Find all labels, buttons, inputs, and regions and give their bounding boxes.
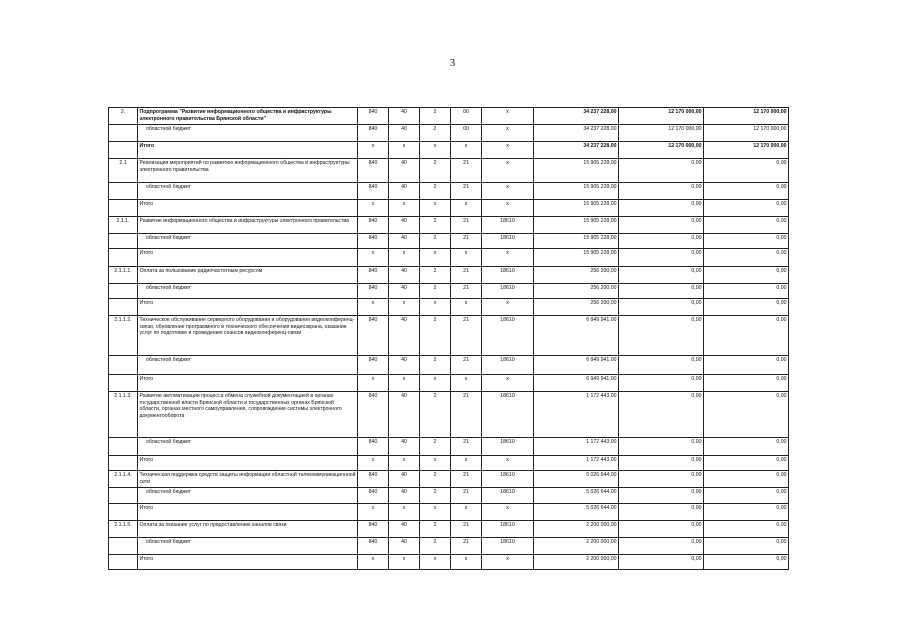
code-cell-5: х: [482, 108, 534, 125]
row-name-cell: Итого: [138, 142, 358, 159]
amount-cell-1: 6 949 941,00: [534, 375, 619, 392]
code-cell-3: х: [420, 249, 451, 267]
amount-cell-1: 15 905 228,00: [534, 249, 619, 267]
code-cell-2: 40: [389, 521, 420, 538]
amount-cell-3: 0,00: [704, 488, 789, 504]
table-row: [109, 267, 789, 284]
code-cell-3: 2: [420, 125, 451, 142]
amount-cell-2: 0,00: [619, 504, 704, 521]
row-number-cell: [109, 234, 138, 249]
amount-cell-1: 256 200,00: [534, 284, 619, 299]
row-number-cell: 2.1.1.2.: [109, 316, 138, 356]
amount-cell-3: 0,00: [704, 200, 789, 217]
code-cell-1: х: [358, 555, 389, 570]
code-cell-2: х: [389, 142, 420, 159]
code-cell-3: х: [420, 299, 451, 316]
row-number-cell: 2.1.1.4.: [109, 471, 138, 488]
code-cell-5: 18610: [482, 316, 534, 356]
row-name-cell: Итого: [138, 456, 358, 471]
row-number-cell: [109, 356, 138, 375]
amount-cell-2: 0,00: [619, 249, 704, 267]
row-name-cell: областной бюджет: [138, 183, 358, 200]
code-cell-3: х: [420, 375, 451, 392]
code-cell-1: 840: [358, 316, 389, 356]
code-cell-1: 840: [358, 538, 389, 555]
amount-cell-2: 0,00: [619, 159, 704, 183]
code-cell-1: 840: [358, 471, 389, 488]
code-cell-3: 2: [420, 471, 451, 488]
row-number-cell: [109, 299, 138, 316]
code-cell-2: 40: [389, 471, 420, 488]
table-row: [109, 316, 789, 356]
amount-cell-2: 12 170 000,00: [619, 108, 704, 125]
amount-cell-1: 15 905 228,00: [534, 200, 619, 217]
table-row: [109, 538, 789, 555]
code-cell-3: 2: [420, 267, 451, 284]
amount-cell-2: 0,00: [619, 438, 704, 456]
amount-cell-3: 12 170 000,00: [704, 142, 789, 159]
code-cell-2: 40: [389, 234, 420, 249]
row-name-cell: Техническое обслуживание серверного оборудования и оборудования видеоконференц-связи, обновление программного и технического обеспечения видеоэкрана, оказание услуг по подготовке и проведению сеансов видеоконференц-связи: [138, 316, 358, 356]
code-cell-1: 840: [358, 108, 389, 125]
code-cell-2: 40: [389, 438, 420, 456]
code-cell-5: 18610: [482, 267, 534, 284]
amount-cell-3: 0,00: [704, 456, 789, 471]
code-cell-1: 840: [358, 521, 389, 538]
code-cell-5: х: [482, 125, 534, 142]
code-cell-4: 21: [451, 538, 482, 555]
row-number-cell: [109, 504, 138, 521]
amount-cell-2: 0,00: [619, 375, 704, 392]
row-number-cell: [109, 555, 138, 570]
row-name-cell: Подпрограмма "Развитие информационного общества и инфраструктуры электронного правительства Брянской области": [138, 108, 358, 125]
amount-cell-1: 2 200 000,00: [534, 538, 619, 555]
code-cell-3: 2: [420, 217, 451, 234]
code-cell-4: 21: [451, 159, 482, 183]
row-number-cell: [109, 125, 138, 142]
code-cell-3: 2: [420, 356, 451, 375]
code-cell-1: 840: [358, 234, 389, 249]
code-cell-5: 18610: [482, 488, 534, 504]
code-cell-2: 40: [389, 392, 420, 438]
code-cell-3: х: [420, 142, 451, 159]
code-cell-3: 2: [420, 284, 451, 299]
row-name-cell: Итого: [138, 249, 358, 267]
amount-cell-1: 34 237 228,00: [534, 142, 619, 159]
code-cell-2: х: [389, 249, 420, 267]
code-cell-2: х: [389, 200, 420, 217]
code-cell-2: х: [389, 456, 420, 471]
amount-cell-1: 15 905 228,00: [534, 234, 619, 249]
code-cell-5: х: [482, 456, 534, 471]
code-cell-4: 21: [451, 438, 482, 456]
code-cell-2: 40: [389, 284, 420, 299]
amount-cell-2: 0,00: [619, 316, 704, 356]
code-cell-4: 00: [451, 108, 482, 125]
code-cell-2: 40: [389, 488, 420, 504]
table-row: [109, 249, 789, 267]
amount-cell-3: 0,00: [704, 234, 789, 249]
amount-cell-3: 0,00: [704, 159, 789, 183]
code-cell-3: 2: [420, 159, 451, 183]
code-cell-4: 00: [451, 125, 482, 142]
amount-cell-3: 0,00: [704, 392, 789, 438]
row-number-cell: [109, 538, 138, 555]
row-number-cell: [109, 488, 138, 504]
code-cell-5: х: [482, 159, 534, 183]
row-name-cell: Развитие информационного общества и инфраструктуры электронного правительства: [138, 217, 358, 234]
code-cell-4: 21: [451, 356, 482, 375]
amount-cell-1: 2 200 000,00: [534, 555, 619, 570]
table-row: [109, 488, 789, 504]
code-cell-1: 840: [358, 392, 389, 438]
code-cell-4: 21: [451, 316, 482, 356]
code-cell-4: х: [451, 249, 482, 267]
code-cell-2: 40: [389, 217, 420, 234]
budget-table: [108, 107, 789, 570]
amount-cell-1: 15 905 228,00: [534, 159, 619, 183]
code-cell-5: 18610: [482, 538, 534, 555]
amount-cell-2: 0,00: [619, 299, 704, 316]
code-cell-2: 40: [389, 183, 420, 200]
code-cell-1: х: [358, 299, 389, 316]
amount-cell-1: 5 026 644,00: [534, 471, 619, 488]
code-cell-5: х: [482, 375, 534, 392]
table-row: [109, 200, 789, 217]
amount-cell-2: 0,00: [619, 267, 704, 284]
amount-cell-3: 0,00: [704, 299, 789, 316]
amount-cell-3: 0,00: [704, 471, 789, 488]
code-cell-3: х: [420, 555, 451, 570]
table-row: [109, 108, 789, 125]
code-cell-5: 18610: [482, 471, 534, 488]
code-cell-1: 840: [358, 356, 389, 375]
row-name-cell: Итого: [138, 555, 358, 570]
amount-cell-1: 1 172 443,00: [534, 456, 619, 471]
amount-cell-3: 0,00: [704, 438, 789, 456]
row-name-cell: Итого: [138, 504, 358, 521]
table-row: [109, 392, 789, 438]
code-cell-5: 18610: [482, 392, 534, 438]
amount-cell-1: 256 200,00: [534, 299, 619, 316]
page-number: 3: [449, 57, 456, 69]
code-cell-1: 840: [358, 284, 389, 299]
row-name-cell: областной бюджет: [138, 538, 358, 555]
table-row: [109, 217, 789, 234]
table-row: [109, 456, 789, 471]
row-name-cell: Итого: [138, 299, 358, 316]
code-cell-4: х: [451, 299, 482, 316]
code-cell-5: 18610: [482, 438, 534, 456]
amount-cell-1: 1 172 443,00: [534, 438, 619, 456]
code-cell-2: х: [389, 504, 420, 521]
row-number-cell: [109, 142, 138, 159]
code-cell-4: 21: [451, 471, 482, 488]
code-cell-4: х: [451, 200, 482, 217]
code-cell-1: 840: [358, 125, 389, 142]
code-cell-3: 2: [420, 488, 451, 504]
code-cell-2: х: [389, 299, 420, 316]
code-cell-3: 2: [420, 521, 451, 538]
row-number-cell: [109, 284, 138, 299]
table-row: [109, 438, 789, 456]
row-number-cell: [109, 249, 138, 267]
table-row: [109, 125, 789, 142]
table-row: [109, 375, 789, 392]
table-row: [109, 299, 789, 316]
row-number-cell: 2.1.1.1.: [109, 267, 138, 284]
amount-cell-2: 0,00: [619, 521, 704, 538]
amount-cell-2: 0,00: [619, 392, 704, 438]
amount-cell-1: 256 200,00: [534, 267, 619, 284]
code-cell-3: х: [420, 456, 451, 471]
table-row: [109, 555, 789, 570]
code-cell-2: 40: [389, 125, 420, 142]
code-cell-2: х: [389, 375, 420, 392]
code-cell-2: 40: [389, 356, 420, 375]
code-cell-4: 21: [451, 488, 482, 504]
code-cell-3: 2: [420, 438, 451, 456]
amount-cell-3: 12 170 000,00: [704, 108, 789, 125]
code-cell-3: 2: [420, 234, 451, 249]
code-cell-1: 840: [358, 267, 389, 284]
row-name-cell: Развитие автоматизации процесса обмена служебной документацией в органах государственной власти Брянской области и государственных органах Брянской области, органах местного самоуправления, сопровождение системы электронного документооборота: [138, 392, 358, 438]
amount-cell-3: 0,00: [704, 356, 789, 375]
code-cell-4: х: [451, 504, 482, 521]
row-number-cell: 2.1: [109, 159, 138, 183]
amount-cell-3: 12 170 000,00: [704, 125, 789, 142]
code-cell-5: х: [482, 555, 534, 570]
code-cell-4: х: [451, 375, 482, 392]
table-row: [109, 142, 789, 159]
row-number-cell: 2.1.1.5.: [109, 521, 138, 538]
amount-cell-1: 6 949 941,00: [534, 316, 619, 356]
amount-cell-3: 0,00: [704, 267, 789, 284]
amount-cell-1: 1 172 443,00: [534, 392, 619, 438]
amount-cell-2: 0,00: [619, 234, 704, 249]
amount-cell-2: 0,00: [619, 488, 704, 504]
row-number-cell: [109, 438, 138, 456]
row-name-cell: Реализация мероприятий по развитию информационного общества и инфраструктуры электронного правительства: [138, 159, 358, 183]
row-name-cell: Техническая поддержка средств защиты информации областной телекоммуникационной сети: [138, 471, 358, 488]
amount-cell-2: 0,00: [619, 217, 704, 234]
code-cell-3: 2: [420, 108, 451, 125]
code-cell-4: 21: [451, 234, 482, 249]
code-cell-3: 2: [420, 316, 451, 356]
amount-cell-1: 34 237 228,00: [534, 125, 619, 142]
amount-cell-1: 15 905 228,00: [534, 183, 619, 200]
code-cell-5: х: [482, 504, 534, 521]
row-name-cell: областной бюджет: [138, 234, 358, 249]
code-cell-5: 18610: [482, 356, 534, 375]
code-cell-4: 21: [451, 284, 482, 299]
code-cell-2: 40: [389, 267, 420, 284]
amount-cell-3: 0,00: [704, 504, 789, 521]
table-body: [109, 108, 789, 570]
amount-cell-3: 0,00: [704, 316, 789, 356]
row-name-cell: Оплата за пользование радиочастотным ресурсом: [138, 267, 358, 284]
amount-cell-2: 0,00: [619, 456, 704, 471]
row-number-cell: 2.1.1.: [109, 217, 138, 234]
amount-cell-1: 15 905 228,00: [534, 217, 619, 234]
row-number-cell: 2.: [109, 108, 138, 125]
amount-cell-1: 5 026 644,00: [534, 504, 619, 521]
row-name-cell: областной бюджет: [138, 438, 358, 456]
row-name-cell: Итого: [138, 375, 358, 392]
amount-cell-3: 0,00: [704, 521, 789, 538]
amount-cell-2: 0,00: [619, 356, 704, 375]
amount-cell-1: 5 026 644,00: [534, 488, 619, 504]
table-row: [109, 159, 789, 183]
amount-cell-2: 0,00: [619, 555, 704, 570]
amount-cell-1: 34 237 228,00: [534, 108, 619, 125]
table-row: [109, 471, 789, 488]
code-cell-1: х: [358, 375, 389, 392]
row-name-cell: Итого: [138, 200, 358, 217]
table-row: [109, 356, 789, 375]
code-cell-2: 40: [389, 538, 420, 555]
amount-cell-2: 12 170 000,00: [619, 125, 704, 142]
code-cell-4: х: [451, 142, 482, 159]
code-cell-5: 18610: [482, 217, 534, 234]
row-number-cell: [109, 200, 138, 217]
code-cell-2: 40: [389, 108, 420, 125]
code-cell-1: 840: [358, 183, 389, 200]
code-cell-1: 840: [358, 488, 389, 504]
code-cell-1: х: [358, 456, 389, 471]
code-cell-5: х: [482, 200, 534, 217]
code-cell-5: х: [482, 183, 534, 200]
code-cell-3: 2: [420, 538, 451, 555]
code-cell-4: 21: [451, 521, 482, 538]
code-cell-4: 21: [451, 267, 482, 284]
amount-cell-2: 12 170 000,00: [619, 142, 704, 159]
code-cell-5: 18610: [482, 234, 534, 249]
row-name-cell: областной бюджет: [138, 284, 358, 299]
amount-cell-3: 0,00: [704, 555, 789, 570]
code-cell-4: 21: [451, 183, 482, 200]
code-cell-3: х: [420, 200, 451, 217]
amount-cell-3: 0,00: [704, 249, 789, 267]
row-number-cell: [109, 456, 138, 471]
amount-cell-3: 0,00: [704, 217, 789, 234]
table-row: [109, 504, 789, 521]
amount-cell-3: 0,00: [704, 375, 789, 392]
amount-cell-2: 0,00: [619, 538, 704, 555]
code-cell-4: х: [451, 555, 482, 570]
row-name-cell: областной бюджет: [138, 125, 358, 142]
amount-cell-3: 0,00: [704, 538, 789, 555]
code-cell-1: х: [358, 249, 389, 267]
row-name-cell: областной бюджет: [138, 488, 358, 504]
code-cell-5: 18610: [482, 521, 534, 538]
code-cell-2: х: [389, 555, 420, 570]
table-row: [109, 521, 789, 538]
amount-cell-2: 0,00: [619, 183, 704, 200]
amount-cell-2: 0,00: [619, 200, 704, 217]
code-cell-3: х: [420, 504, 451, 521]
code-cell-1: 840: [358, 217, 389, 234]
code-cell-1: х: [358, 142, 389, 159]
amount-cell-2: 0,00: [619, 471, 704, 488]
code-cell-5: х: [482, 249, 534, 267]
code-cell-4: 21: [451, 392, 482, 438]
code-cell-4: 21: [451, 217, 482, 234]
row-name-cell: Оплата за оказание услуг по предоставлению каналов связи: [138, 521, 358, 538]
code-cell-4: х: [451, 456, 482, 471]
row-number-cell: [109, 183, 138, 200]
row-number-cell: [109, 375, 138, 392]
code-cell-3: 2: [420, 392, 451, 438]
code-cell-1: 840: [358, 438, 389, 456]
code-cell-5: х: [482, 142, 534, 159]
row-number-cell: 2.1.1.3.: [109, 392, 138, 438]
code-cell-2: 40: [389, 316, 420, 356]
code-cell-1: х: [358, 504, 389, 521]
row-name-cell: областной бюджет: [138, 356, 358, 375]
code-cell-2: 40: [389, 159, 420, 183]
table-row: [109, 284, 789, 299]
amount-cell-2: 0,00: [619, 284, 704, 299]
amount-cell-3: 0,00: [704, 183, 789, 200]
code-cell-1: 840: [358, 159, 389, 183]
code-cell-3: 2: [420, 183, 451, 200]
table-row: [109, 234, 789, 249]
amount-cell-3: 0,00: [704, 284, 789, 299]
code-cell-5: 18610: [482, 284, 534, 299]
amount-cell-1: 6 949 941,00: [534, 356, 619, 375]
code-cell-5: х: [482, 299, 534, 316]
table-row: [109, 183, 789, 200]
amount-cell-1: 2 200 000,00: [534, 521, 619, 538]
code-cell-1: х: [358, 200, 389, 217]
